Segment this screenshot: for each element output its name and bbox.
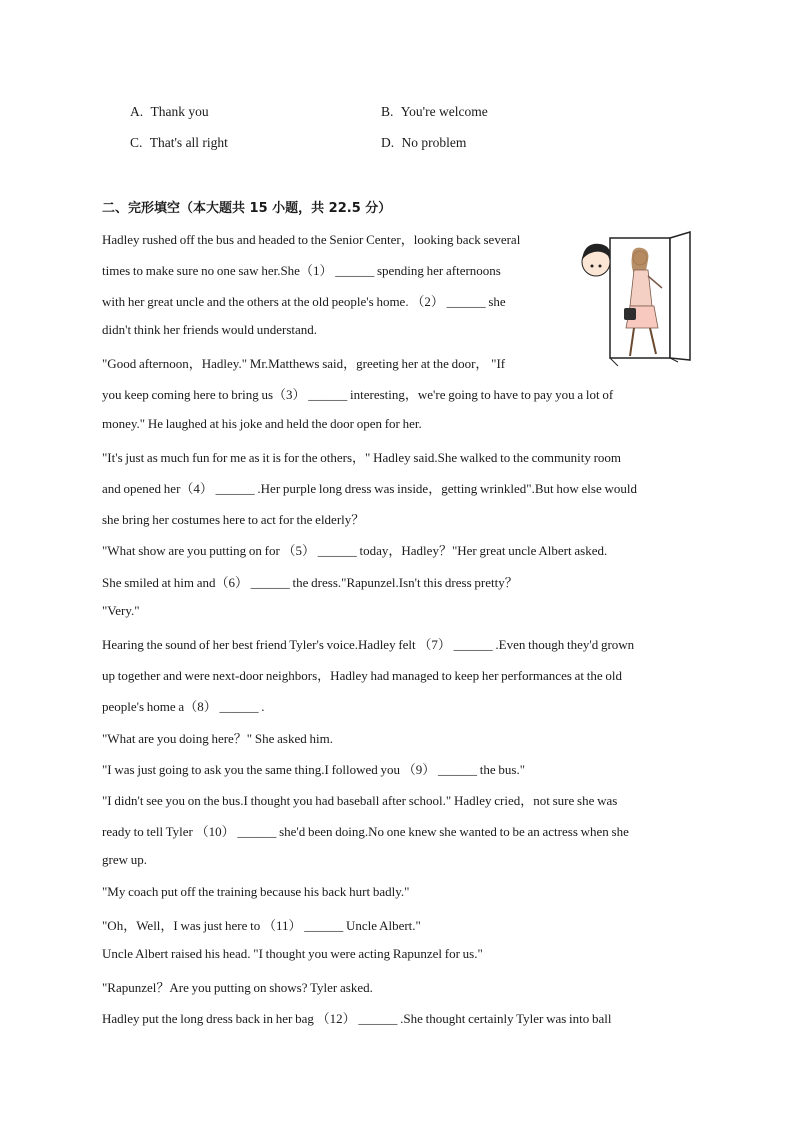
passage-line: up together and were next-door neighbors，Hadley had managed to keep her performances at the old [102,668,623,683]
option-a [130,104,209,120]
door-illustration [574,228,694,370]
option-letter: B. [381,104,394,119]
passage-line: "Very." [102,603,140,618]
option-text: You're welcome [400,104,488,119]
passage-line: Hadley rushed off the bus and headed to the Senior Center，looking back several [102,232,521,247]
passage-line: Hadley put the long dress back in her bag （12） ______ .She thought certainly Tyler was into ball [102,1011,612,1026]
passage-line: Hearing the sound of her best friend Tyler's voice.Hadley felt （7） ______ .Even though they'd grown [102,637,635,652]
passage-line: ready to tell Tyler （10） ______ she'd been doing.No one knew she wanted to be an actress when she [102,824,629,839]
passage-line: times to make sure no one saw her.She（1） ______ spending her afternoons [102,263,501,278]
passage-line: and opened her（4） ______ .Her purple long dress was inside，getting wrinkled".But how else would [102,481,637,496]
option-c [130,135,228,151]
option-d [381,135,466,151]
option-b [381,104,488,120]
option-text: That's all right [149,135,228,150]
passage-line: "It's just as much fun for me as it is for the others，" Hadley said.She walked to the community room [102,450,622,465]
option-letter: D. [381,135,395,150]
option-letter: C. [130,135,143,150]
passage-line: money." He laughed at his joke and held the door open for her. [102,416,422,431]
passage-line: people's home a（8） ______ . [102,699,265,714]
passage-line: "I was just going to ask you the same thing.I followed you （9） ______ the bus." [102,762,526,777]
passage-line: "Good afternoon，Hadley." Mr.Matthews said，greeting her at the door， "If [102,356,506,371]
passage-line: "What show are you putting on for （5） ______ today，Hadley？"Her great uncle Albert asked. [102,543,608,558]
passage-line: "My coach put off the training because his back hurt badly." [102,884,410,899]
passage-line: She smiled at him and（6） ______ the dress."Rapunzel.Isn't this dress pretty？ [102,575,518,590]
passage-line: you keep coming here to bring us（3） ______ interesting，we're going to have to pay you a lot of [102,387,614,402]
passage-line: "I didn't see you on the bus.I thought you had baseball after school." Hadley cried，not sure she was [102,793,618,808]
option-text: No problem [401,135,467,150]
option-letter: A. [130,104,144,119]
passage-line: "What are you doing here？" She asked him. [102,731,333,746]
passage-line: grew up. [102,852,147,867]
passage-line: "Oh，Well，I was just here to （11） ______ Uncle Albert." [102,918,421,933]
option-text: Thank you [150,104,209,119]
passage-line: she bring her costumes here to act for the elderly？ [102,512,365,527]
passage-line: "Rapunzel？Are you putting on shows? Tyler asked. [102,980,373,995]
passage-line: didn't think her friends would understand. [102,322,318,337]
passage-line: Uncle Albert raised his head. "I thought you were acting Rapunzel for us." [102,946,483,961]
section-heading: 二、完形填空（本大题共 15 小题，共 22.5 分） [102,201,392,216]
passage-line: with her great uncle and the others at the old people's home. （2） ______ she [102,294,506,309]
